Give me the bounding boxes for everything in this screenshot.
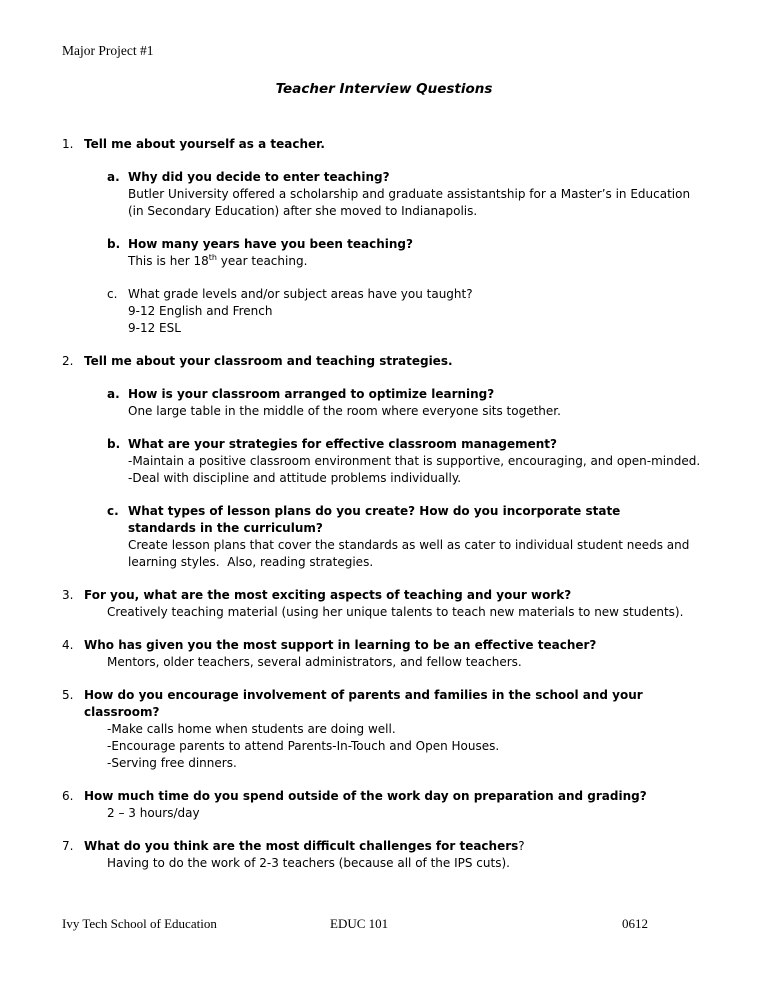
answer-text-line: 2 – 3 hours/day bbox=[107, 806, 200, 820]
question-block bbox=[62, 587, 768, 621]
sub-question-block bbox=[107, 503, 768, 571]
question-text-line: Tell me about yourself as a teacher. bbox=[84, 137, 325, 151]
question-number: 4. bbox=[62, 638, 74, 652]
question-block bbox=[62, 136, 768, 153]
sub-question-text-line: How is your classroom arranged to optimize learning? bbox=[128, 387, 495, 401]
sub-question-text-line: What are your strategies for effective classroom management? bbox=[128, 437, 557, 451]
question-number: 6. bbox=[62, 789, 74, 803]
sub-question-letter: b. bbox=[107, 437, 121, 451]
sub-answer-text-line: 9-12 English and French bbox=[128, 304, 273, 318]
sub-question-text-line: What grade levels and/or subject areas have you taught? bbox=[128, 287, 473, 301]
question-block bbox=[62, 838, 768, 872]
answer-text-line: Having to do the work of 2-3 teachers (because all of the IPS cuts). bbox=[107, 856, 510, 870]
sub-question-block bbox=[107, 386, 768, 420]
question-text-line: How much time do you spend outside of the work day on preparation and grading? bbox=[84, 789, 647, 803]
question-number: 1. bbox=[62, 137, 74, 151]
superscript-ordinal: th bbox=[208, 253, 217, 262]
sub-question-text-line: How many years have you been teaching? bbox=[128, 237, 413, 251]
answer-text-line: -Make calls home when students are doing well. bbox=[107, 722, 396, 736]
sub-question-letter: a. bbox=[107, 170, 120, 184]
sub-question-letter: c. bbox=[107, 504, 119, 518]
document-title: Teacher Interview Questions bbox=[275, 81, 493, 97]
sub-question-text-line: Why did you decide to enter teaching? bbox=[128, 170, 390, 184]
sub-answer-text-line: This is her 18th year teaching. bbox=[128, 253, 308, 268]
question-number: 7. bbox=[62, 839, 74, 853]
sub-question-text-line: standards in the curriculum? bbox=[128, 521, 323, 535]
sub-question-block bbox=[107, 169, 768, 220]
question-text-line: Tell me about your classroom and teaching strategies. bbox=[84, 354, 453, 368]
footer-course-code: EDUC 101 bbox=[330, 916, 389, 931]
answer-text-line: -Serving free dinners. bbox=[107, 756, 237, 770]
question-text-line: Who has given you the most support in learning to be an effective teacher? bbox=[84, 638, 597, 652]
answer-text-line: Creatively teaching material (using her unique talents to teach new materials to new students). bbox=[107, 605, 684, 619]
footer-document-number: 0612 bbox=[622, 916, 648, 931]
question-number: 5. bbox=[62, 688, 74, 702]
sub-question-block bbox=[107, 286, 768, 337]
sub-answer-text-line: -Deal with discipline and attitude problems individually. bbox=[128, 471, 462, 485]
sub-answer-text-line: learning styles. Also, reading strategies. bbox=[128, 555, 374, 569]
document-header-text: Major Project #1 bbox=[62, 43, 154, 58]
sub-answer-text-line: -Maintain a positive classroom environment that is supportive, encouraging, and open-minded. bbox=[128, 454, 701, 468]
question-text-line: How do you encourage involvement of parents and families in the school and your bbox=[84, 688, 643, 702]
question-block bbox=[62, 637, 768, 671]
sub-answer-text-line: One large table in the middle of the room where everyone sits together. bbox=[128, 404, 561, 418]
question-block bbox=[62, 687, 768, 772]
question-list bbox=[0, 136, 768, 888]
question-number: 3. bbox=[62, 588, 74, 602]
question-text-line: For you, what are the most exciting aspects of teaching and your work? bbox=[84, 588, 572, 602]
sub-question-letter: c. bbox=[107, 287, 118, 301]
question-suffix: ? bbox=[518, 839, 525, 853]
sub-question-block bbox=[107, 436, 768, 487]
question-text-line: What do you think are the most difficult challenges for teachers? bbox=[84, 839, 525, 853]
sub-question-letter: a. bbox=[107, 387, 120, 401]
sub-answer-text-line: Create lesson plans that cover the standards as well as cater to individual student needs and bbox=[128, 538, 690, 552]
sub-question-text-line: What types of lesson plans do you create? How do you incorporate state bbox=[128, 504, 621, 518]
question-block bbox=[62, 353, 768, 370]
sub-answer-text-line: (in Secondary Education) after she moved to Indianapolis. bbox=[128, 204, 478, 218]
document-footer bbox=[0, 916, 768, 934]
question-number: 2. bbox=[62, 354, 74, 368]
answer-text-line: -Encourage parents to attend Parents-In-Touch and Open Houses. bbox=[107, 739, 500, 753]
sub-question-letter: b. bbox=[107, 237, 121, 251]
sub-answer-text-line: Butler University offered a scholarship and graduate assistantship for a Master’s in Education bbox=[128, 187, 691, 201]
question-text-line: classroom? bbox=[84, 705, 160, 719]
answer-text-line: Mentors, older teachers, several administrators, and fellow teachers. bbox=[107, 655, 522, 669]
question-block bbox=[62, 788, 768, 822]
sub-answer-text-line: 9-12 ESL bbox=[128, 321, 181, 335]
sub-question-block bbox=[107, 236, 768, 270]
footer-school-name: Ivy Tech School of Education bbox=[62, 916, 217, 931]
